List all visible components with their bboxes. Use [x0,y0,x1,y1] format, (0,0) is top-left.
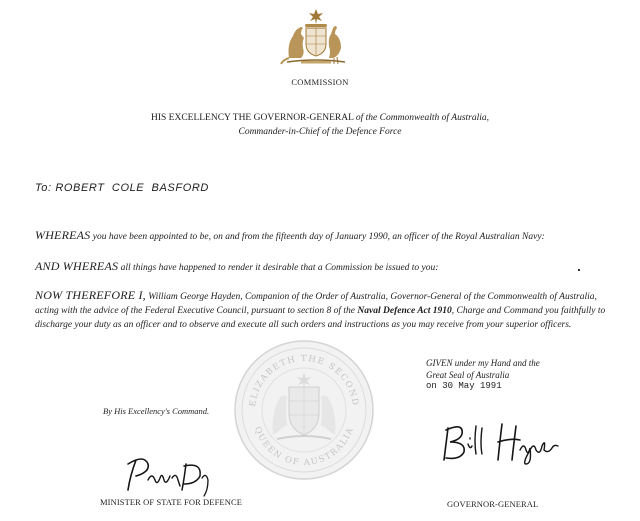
recipient-name: ROBERT COLE BASFORD [55,182,209,194]
governor-general-title: HIS EXCELLENCY THE GOVERNOR-GENERAL [150,113,354,123]
and-whereas-paragraph [35,259,610,275]
by-command: By His Excellency's Command. [103,406,210,416]
given-clause [426,357,540,381]
preamble [0,111,640,139]
whereas-lead: WHEREAS [35,228,91,242]
given-line-2: Great Seal of Australia [426,370,510,380]
whereas-text: you have been appointed to be, on and from the fifteenth day of January 1990, an officer of the Royal Australian Navy: [92,232,545,242]
given-line-1: GIVEN under my Hand and the [426,358,540,368]
and-whereas-text: all things have happened to render it desirable that a Commission be issued to you: [120,263,439,273]
recipient-label: To: [35,182,52,194]
now-therefore-text-a: William George Hayden, Companion of the Order of Australia, Governor-General of the Commonwealth of Australia, acting with the advice of the Federal Executive Council, pursuant to section 8 of the [35,292,597,316]
stray-dot [578,269,580,271]
preamble-commonwealth: the Commonwealth of Australia, [365,113,490,123]
australian-coat-of-arms-icon [279,8,353,66]
now-therefore-lead: NOW THEREFORE I, [35,288,146,302]
preamble-line-2: Commander-in-Chief of the Defence Force [238,127,402,137]
now-therefore-text-b: , Charge and Command you faithfully to discharge your duty as an officer and to observe and execute all such orders and instructions as you may receive from your superior officers. [35,306,606,330]
preamble-of: of [355,113,364,123]
governor-general-signatory: GOVERNOR-GENERAL [447,499,539,509]
great-seal-icon [233,339,375,481]
minister-signature [122,450,214,498]
minister-title: MINISTER OF STATE FOR DEFENCE [100,497,243,507]
seal-bottom-text: QUEEN OF AUSTRALIA [251,425,357,469]
issue-date: on 30 May 1991 [426,381,502,391]
naval-defence-act: Naval Defence Act 1910 [357,306,452,316]
whereas-paragraph [35,228,610,244]
recipient [35,182,209,194]
governor-general-signature [440,420,562,466]
seal-top-text: ELIZABETH THE SECOND [248,353,360,408]
and-whereas-lead: AND WHEREAS [35,259,119,273]
now-therefore-paragraph [35,288,610,332]
commission-heading: COMMISSION [291,77,349,87]
